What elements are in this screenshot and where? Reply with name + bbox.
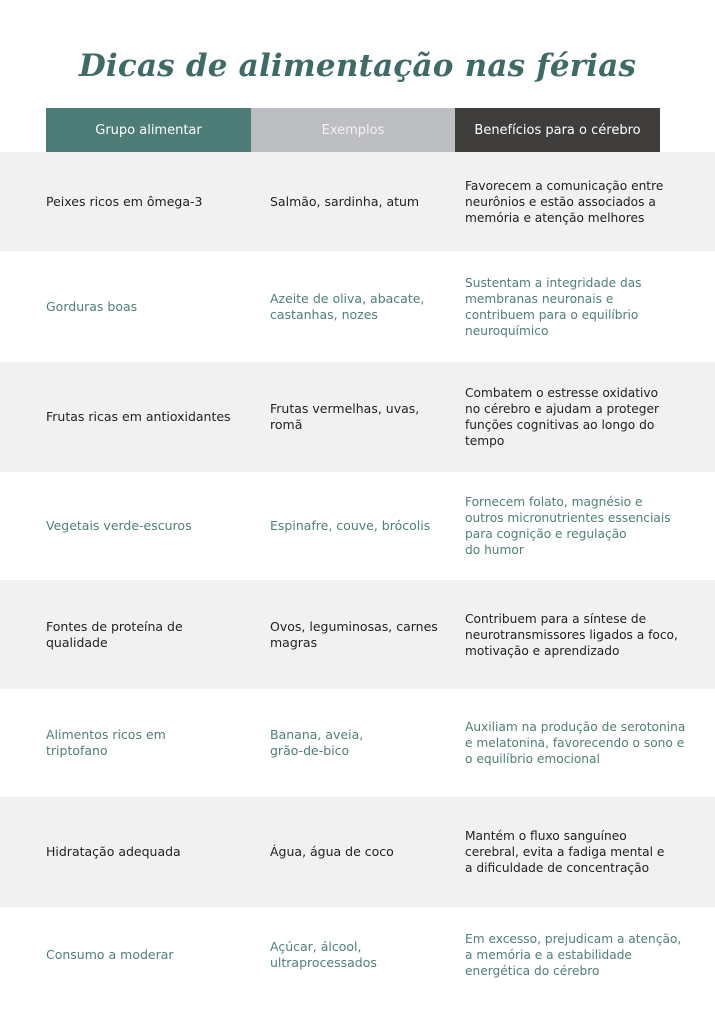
header-benefits: Benefícios para o cérebro: [455, 108, 660, 152]
table-row: [0, 689, 715, 797]
food-group-cell: Peixes ricos em ômega-3: [46, 193, 203, 209]
benefits-cell: Auxiliam na produção de serotonina e melatonina, favorecendo o sono e o equilíbrio emocional: [465, 720, 686, 766]
benefits-cell: Mantém o fluxo sanguíneo cerebral, evita a fadiga mental e a dificuldade de concentração: [465, 829, 665, 875]
table-row: [0, 797, 715, 907]
table-row: [0, 362, 715, 472]
food-group-cell: Fontes de proteína de qualidade: [46, 618, 183, 650]
benefits-cell: Combatem o estresse oxidativo no cérebro e ajudam a proteger funções cognitivas ao longo do tempo: [465, 386, 660, 448]
table-row: [0, 251, 715, 362]
benefits-cell: Sustentam a integridade das membranas neuronais e contribuem para o equilíbrio neuroquímico: [465, 275, 642, 338]
food-group-cell: Consumo a moderar: [46, 946, 174, 962]
examples-cell: Água, água de coco: [270, 844, 394, 859]
table-row: [0, 580, 715, 689]
examples-cell: Ovos, leguminosas, carnes magras: [270, 618, 438, 650]
examples-cell: Azeite de oliva, abacate, castanhas, nozes: [270, 290, 425, 322]
examples-cell: Salmão, sardinha, atum: [270, 193, 420, 209]
food-group-cell: Frutas ricas em antioxidantes: [46, 409, 231, 424]
examples-cell: Frutas vermelhas, uvas, romã: [270, 401, 420, 432]
table-body: [0, 152, 715, 1002]
food-group-cell: Hidratação adequada: [46, 844, 181, 859]
food-group-cell: Gorduras boas: [46, 298, 138, 314]
table-row: [0, 907, 715, 1002]
page-title: Dicas de alimentação nas férias: [78, 48, 637, 84]
food-group-cell: Vegetais verde-escuros: [46, 518, 192, 533]
examples-cell: Espinafre, couve, brócolis: [270, 518, 431, 533]
table-header: [46, 108, 660, 152]
benefits-cell: Favorecem a comunicação entre neurônios e estão associados a memória e atenção melhores: [465, 178, 664, 225]
header-food-group: Grupo alimentar: [46, 108, 251, 152]
benefits-cell: Contribuem para a síntese de neurotransmissores ligados a foco, motivação e aprendizado: [465, 611, 678, 658]
table-row: [0, 472, 715, 580]
food-group-cell: Alimentos ricos em triptofano: [46, 727, 166, 758]
examples-cell: Açúcar, álcool, ultraprocessados: [270, 938, 377, 970]
benefits-cell: Em excesso, prejudicam a atenção, a memória e a estabilidade energética do cérebro: [465, 931, 682, 978]
benefits-cell: Fornecem folato, magnésio e outros micronutrientes essenciais para cognição e regulação do humor: [465, 495, 671, 557]
header-examples: Exemplos: [251, 108, 455, 152]
examples-cell: Banana, aveia, grão-de-bico: [270, 727, 364, 758]
table-row: [0, 152, 715, 251]
